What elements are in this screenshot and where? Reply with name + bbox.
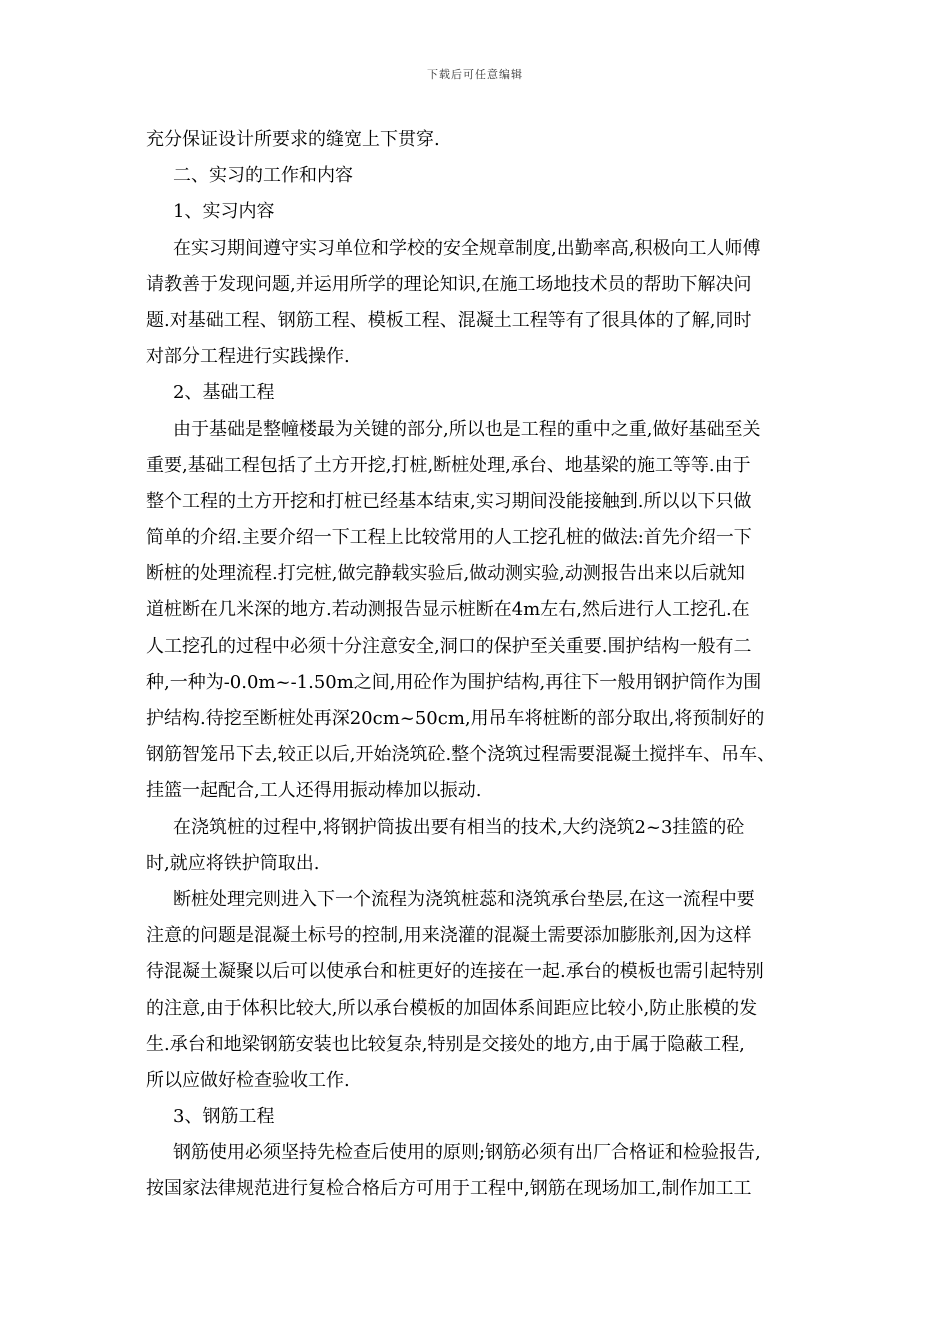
text-line: 生.承台和地梁钢筋安装也比较复杂,特别是交接处的地方,由于属于隐蔽工程, [146,1033,745,1055]
text-line: 请教善于发现问题,并运用所学的理论知识,在施工场地技术员的帮助下解决问 [146,273,752,295]
text-line: 在浇筑桩的过程中,将钢护筒拔出要有相当的技术,大约浇筑2~3挂篮的砼 [173,816,745,838]
text-line: 简单的介绍.主要介绍一下工程上比较常用的人工挖孔桩的做法:首先介绍一下 [146,527,752,549]
document-body [146,122,806,1208]
text-line: 道桩断在几米深的地方.若动测报告显示桩断在4m左右,然后进行人工挖孔.在 [146,599,750,621]
text-line: 二、实习的工作和内容 [173,165,353,187]
text-line: 钢筋智笼吊下去,较正以后,开始浇筑砼.整个浇筑过程需要混凝土搅拌车、吊车、 [146,744,776,766]
text-line: 注意的问题是混凝土标号的控制,用来浇灌的混凝土需要添加膨胀剂,因为这样 [146,925,752,947]
text-line: 断桩处理完则进入下一个流程为浇筑桩蕊和浇筑承台垫层,在这一流程中要 [173,888,755,910]
text-line: 断桩的处理流程.打完桩,做完静载实验后,做动测实验,动测报告出来以后就知 [146,563,745,585]
text-line: 1、实习内容 [173,201,275,223]
page-header-note: 下载后可任意编辑 [427,68,523,81]
text-line: 护结构.待挖至断桩处再深20cm~50cm,用吊车将桩断的部分取出,将预制好的 [146,708,765,729]
text-line: 钢筋使用必须坚持先检查后使用的原则;钢筋必须有出厂合格证和检验报告, [173,1142,761,1164]
text-line: 待混凝土凝聚以后可以使承台和桩更好的连接在一起.承台的模板也需引起特别 [146,961,764,983]
text-line: 在实习期间遵守实习单位和学校的安全规章制度,出勤率高,积极向工人师傅 [173,237,761,259]
text-line: 的注意,由于体积比较大,所以承台模板的加固体系间距应比较小,防止胀模的发 [146,997,758,1019]
text-line: 题.对基础工程、钢筋工程、模板工程、混凝土工程等有了很具体的了解,同时 [146,309,752,331]
text-line: 由于基础是整幢楼最为关键的部分,所以也是工程的重中之重,做好基础至关 [173,418,761,440]
text-line: 整个工程的土方开挖和打桩已经基本结束,实习期间没能接触到.所以以下只做 [146,490,752,512]
text-line: 挂篮一起配合,工人还得用振动棒加以振动. [146,780,482,802]
text-line: 3、钢筋工程 [173,1106,275,1128]
text-line: 所以应做好检查验收工作. [146,1069,350,1091]
text-line: 重要,基础工程包括了土方开挖,打桩,断桩处理,承台、地基梁的施工等等.由于 [146,454,751,476]
text-line: 时,就应将铁护筒取出. [146,852,320,874]
text-line: 充分保证设计所要求的缝宽上下贯穿. [146,129,440,150]
text-line: 人工挖孔的过程中必须十分注意安全,洞口的保护至关重要.围护结构一般有二 [146,635,752,657]
text-line: 对部分工程进行实践操作. [146,346,350,368]
text-line: 种,一种为-0.0m~-1.50m之间,用砼作为围护结构,再往下一般用钢护筒作为围 [146,671,762,693]
text-line: 2、基础工程 [173,382,275,404]
text-line: 按国家法律规范进行复检合格后方可用于工程中,钢筋在现场加工,制作加工工 [146,1178,752,1200]
